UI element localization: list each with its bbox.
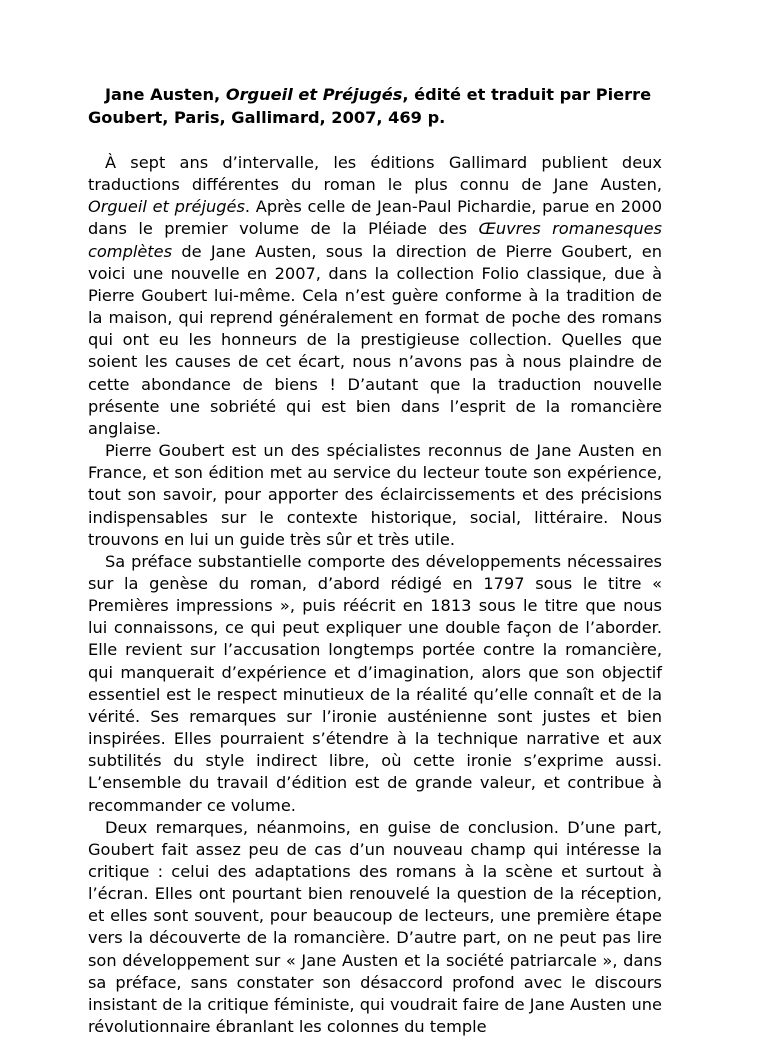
paragraph-4-text: Deux remarques, néanmoins, en guise de conclusion. D’une part, Goubert fait assez peu de cas d’un nouveau champ qui intéresse la critique : celui des adaptations des romans à la scène et surtout à l’écran. Elles ont pourtant bien renouvelé la question de la réception, et elles sont souvent, pour beaucoup de lecteurs, une première étape vers la découverte de la romancière. D’autre part, on ne peut pas lire son développement sur « Jane Austen et la société patriarcale », dans sa préface, sans constater son désaccord profond avec le discours insistant de la critique féministe, qui voudrait faire de Jane Austen une révolutionnaire ébranlant les colonnes du temple bbox=[88, 817, 662, 1037]
paragraph-3 bbox=[88, 551, 662, 817]
paragraph-1-text: de Jane Austen, sous la direction de Pierre Goubert, en voici une nouvelle en 2007, dans la collection Folio classique, due à Pierre Goubert lui-même. Cela n’est guère conforme à la tradition de la maison, qui reprend généralement en format de poche des romans qui ont eu les honneurs de la prestigieuse collection. Quelles que soient les causes de cet écart, nous n’avons pas à nous plaindre de cette abondance de biens ! D’autant que la traduction nouvelle présente une sobriété qui est bien dans l’esprit de la romancière anglaise. bbox=[88, 241, 662, 438]
heading-author: Jane Austen, bbox=[105, 85, 226, 104]
review-heading bbox=[88, 83, 662, 129]
document-page bbox=[88, 83, 662, 1038]
paragraph-4 bbox=[88, 817, 662, 1038]
paragraph-1-collection-title: Œuvres romanesques complètes bbox=[88, 219, 662, 261]
heading-details: , édité et traduit par Pierre Goubert, Paris, Gallimard, 2007, 469 p. bbox=[88, 85, 652, 127]
paragraph-2 bbox=[88, 440, 662, 551]
paragraph-1-book-title: Orgueil et préjugés bbox=[88, 197, 245, 217]
paragraph-3-text: Sa préface substantielle comporte des développements nécessaires sur la genèse du roman, d’abord rédigé en 1797 sous le titre « Premières impressions », puis réécrit en 1813 sous le titre que nous lui connaissons, ce qui peut expliquer une double façon de l’aborder. Elle revient sur l’accusation longtemps portée contre la romancière, qui manquerait d’expérience et d’imagination, alors que son objectif essentiel est le respect minutieux de la réalité qu’elle connaît et de la vérité. Ses remarques sur l’ironie austénienne sont justes et bien inspirées. Elles pourraient s’étendre à la technique narrative et aux subtilités du style indirect libre, où cette ironie s’exprime aussi. L’ensemble du travail d’édition est de grande valeur, et contribue à recommander ce volume. bbox=[88, 551, 662, 815]
paragraph-2-text: Pierre Goubert est un des spécialistes reconnus de Jane Austen en France, et son édition met au service du lecteur toute son expérience, tout son savoir, pour apporter des éclaircissements et des précisions indispensables sur le contexte historique, social, littéraire. Nous trouvons en lui un guide très sûr et très utile. bbox=[88, 441, 662, 549]
paragraph-1 bbox=[88, 152, 662, 440]
heading-book-title: Orgueil et Préjugés bbox=[225, 85, 403, 104]
paragraph-1-text: . Après celle de Jean-Paul Pichardie, parue en 2000 dans le premier volume de la Pléiade des bbox=[88, 197, 662, 239]
paragraph-1-text: À sept ans d’intervalle, les éditions Gallimard publient deux traductions différentes du roman le plus connu de Jane Austen, bbox=[88, 153, 662, 195]
